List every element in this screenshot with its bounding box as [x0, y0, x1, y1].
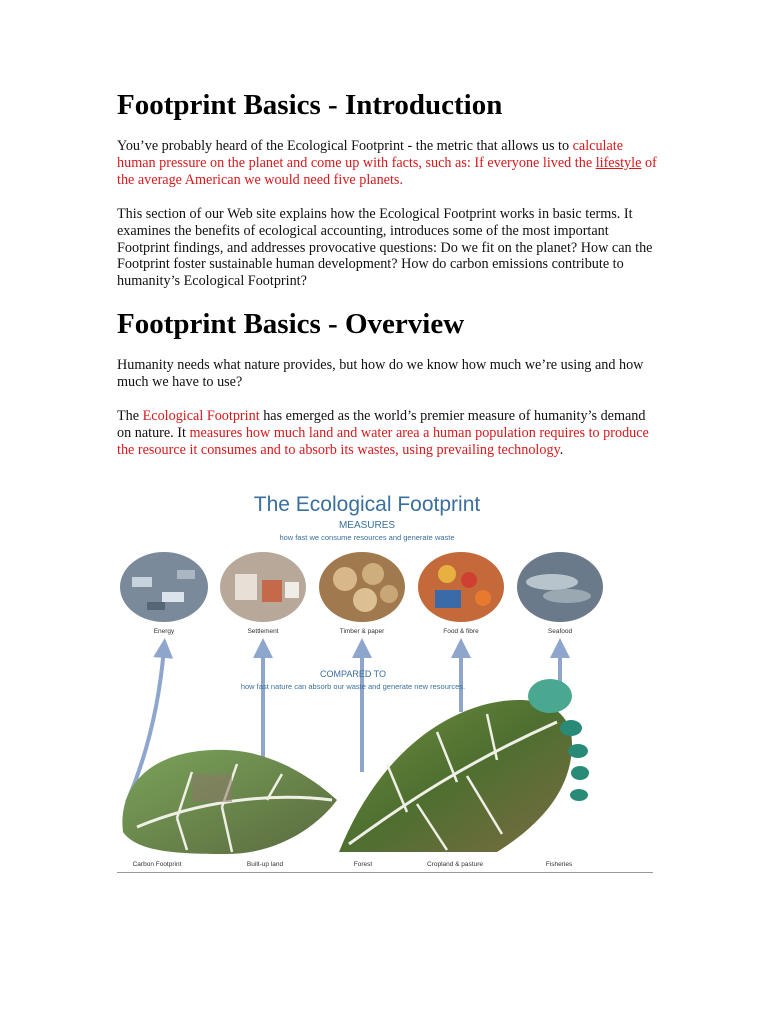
- figure-compared: COMPARED TO: [319, 669, 387, 679]
- overview-heading: Footprint Basics - Overview: [117, 308, 465, 340]
- lifestyle-link[interactable]: lifestyle: [595, 154, 642, 171]
- intro-highlight-2: lived the: [542, 154, 596, 171]
- label-built-up-land: Built-up land: [246, 861, 284, 868]
- timber-photo: [319, 552, 405, 622]
- figure-compared-sub: how fast nature can absorb our waste and generate new resources.: [240, 682, 466, 691]
- food-photo: [418, 552, 504, 622]
- figure-title: The Ecological Footprint: [253, 493, 481, 516]
- overview-text-a: The: [117, 408, 143, 424]
- overview-text-e: .: [559, 441, 564, 458]
- overview-text-c: has emerged as the world’s premier measure of humanity’s demand on nature. It: [117, 408, 646, 441]
- label-timber-paper: Timber & paper: [339, 628, 385, 635]
- ecological-footprint-link[interactable]: Ecological Footprint: [142, 408, 260, 424]
- overview-paragraph-2: [117, 408, 657, 458]
- ecological-footprint-figure: [117, 482, 653, 874]
- energy-photo: [120, 552, 208, 622]
- figure-measures-sub: how fast we consume resources and generate waste: [279, 533, 455, 542]
- settlement-photo: [220, 552, 306, 622]
- label-seafood: Seafood: [547, 628, 573, 635]
- overview-highlight: measures how much land and water area a human population requires to produce the resource it consumes and to absorb its wastes, using prevailing technology: [117, 424, 649, 458]
- seafood-photo: [517, 552, 603, 622]
- intro-heading: Footprint Basics - Introduction: [117, 89, 503, 121]
- figure-measures: MEASURES: [338, 520, 396, 531]
- intro-paragraph-1: [117, 138, 657, 188]
- label-cropland-pasture: Cropland & pasture: [426, 861, 484, 868]
- label-fisheries: Fisheries: [545, 861, 573, 868]
- figure-divider: [117, 872, 653, 873]
- overview-paragraph-1: Humanity needs what nature provides, but how do we know how much we’re using and how much we have to use?: [117, 357, 644, 390]
- intro-paragraph-2: This section of our Web site explains how the Ecological Footprint works in basic terms. It examines the benefits of ecological accounting, introduces some of the most important Footprint findings, and addresses provocative questions: Do we fit on the planet? How can the Footprint foster sustainable human development? How do carbon emissions contribute to humanity’s Ecological Footprint?: [117, 206, 653, 290]
- intro-highlight-3: of the average American we would need five planets.: [117, 154, 657, 188]
- label-energy: Energy: [153, 628, 175, 635]
- label-carbon-footprint: Carbon Footprint: [132, 861, 182, 868]
- intro-text: You’ve probably heard of the Ecological Footprint - the metric that allows us to: [117, 138, 570, 154]
- intro-highlight: calculate human pressure on the planet and come up with facts, such as: If everyone: [117, 138, 624, 171]
- label-settlement: Settlement: [247, 628, 279, 635]
- leaf-shape: [122, 750, 337, 854]
- figure-illustration: [117, 482, 653, 874]
- footprint-shape: [339, 679, 589, 852]
- label-forest: Forest: [353, 861, 373, 868]
- label-food-fibre: Food & fibre: [443, 628, 479, 635]
